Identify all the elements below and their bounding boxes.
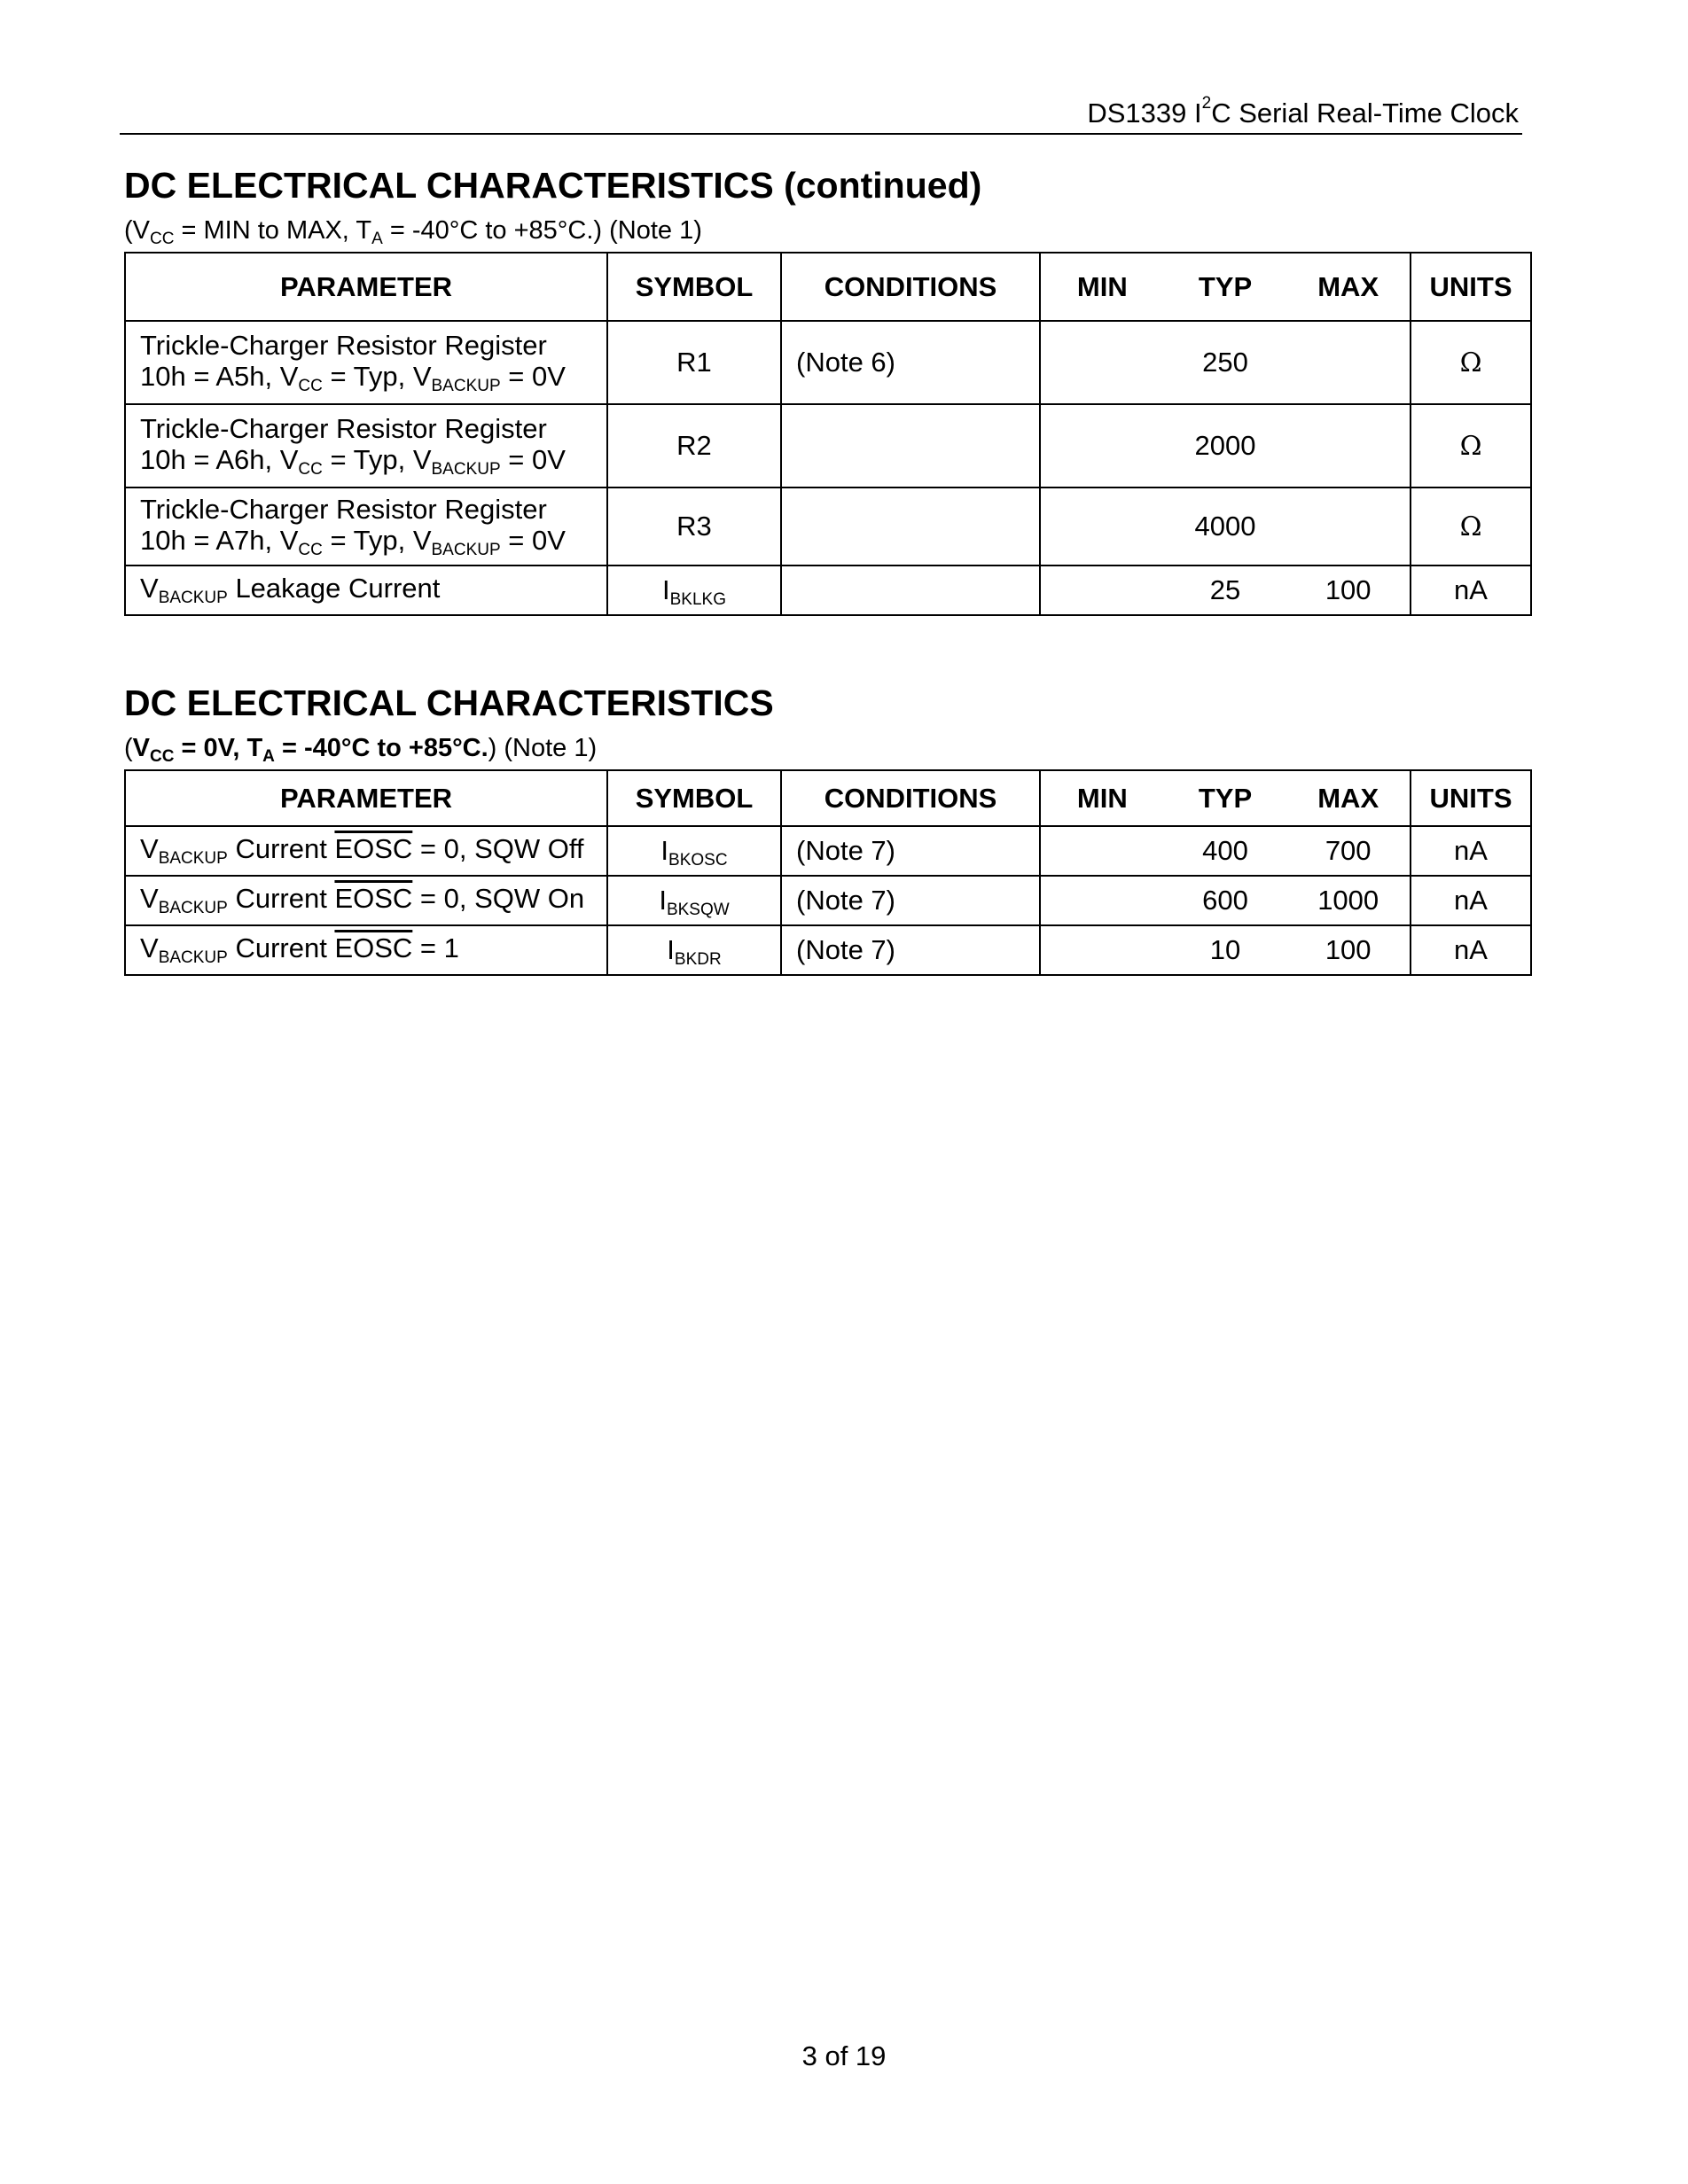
dc-characteristics-table-continued (124, 252, 1532, 616)
param-sub: BACKUP (158, 948, 228, 967)
row-typ: 4000 (1194, 511, 1256, 542)
row-units (1411, 488, 1531, 566)
s2-cond-bold-c: = -40°C to +85°C. (274, 734, 488, 762)
s1-cond-mid: = MIN to MAX, T (174, 216, 372, 245)
col-parameter: PARAMETER (125, 770, 607, 826)
row-typ: 25 (1209, 574, 1241, 605)
row-parameter (125, 321, 607, 404)
row-conditions (781, 488, 1040, 566)
row-min-typ-max (1040, 876, 1411, 925)
param-line2b: = Typ, V (322, 360, 432, 392)
row-symbol: R3 (607, 488, 781, 566)
param-sub1: CC (298, 376, 323, 395)
row-units: nA (1411, 925, 1531, 975)
row-symbol (607, 826, 781, 876)
table-row (125, 566, 1531, 615)
header-title (1087, 94, 1519, 129)
symbol-main: I (660, 835, 669, 866)
row-min-typ-max (1040, 566, 1411, 615)
param-a: V (140, 932, 159, 963)
row-parameter (125, 488, 607, 566)
page-header (120, 96, 1522, 135)
row-units: nA (1411, 876, 1531, 925)
param-overline: EOSC (334, 883, 413, 914)
table-header-row (125, 770, 1531, 826)
row-max (1286, 511, 1410, 542)
table-row (125, 826, 1531, 876)
param-sub2: BACKUP (431, 540, 501, 559)
s2-cond-open: ( (124, 734, 133, 762)
row-min (1041, 934, 1164, 966)
param-line2c: = 0V (500, 443, 566, 475)
param-c: = 1 (412, 932, 459, 963)
row-symbol (607, 566, 781, 615)
ohm-symbol: Ω (1459, 347, 1482, 378)
param-sub1: CC (298, 459, 323, 479)
row-max (1286, 347, 1410, 378)
symbol-sub: BKSQW (666, 901, 730, 919)
col-min: MIN (1076, 782, 1128, 814)
symbol-main: I (667, 934, 675, 965)
param-line1: Trickle-Charger Resistor Register (140, 412, 547, 444)
row-units: nA (1411, 566, 1531, 615)
row-min-typ-max (1040, 321, 1411, 404)
row-symbol (607, 925, 781, 975)
param-line2c: = 0V (500, 524, 566, 556)
section1-title: DC ELECTRICAL CHARACTERISTICS (continued) (124, 165, 982, 206)
table-row (125, 488, 1531, 566)
table-row (125, 876, 1531, 925)
param-a: V (140, 883, 159, 914)
col-min-typ-max (1040, 770, 1411, 826)
row-typ: 10 (1209, 934, 1241, 965)
row-conditions: (Note 7) (781, 876, 1040, 925)
symbol-sub: BKLKG (669, 590, 726, 609)
param-sub2: BACKUP (431, 459, 501, 479)
row-conditions: (Note 6) (781, 321, 1040, 404)
row-parameter (125, 925, 607, 975)
row-max: 1000 (1317, 885, 1379, 916)
row-conditions (781, 404, 1040, 488)
s2-cond-bold-b: = 0V, T (174, 734, 263, 762)
param-overline: EOSC (334, 833, 413, 864)
row-units (1411, 404, 1531, 488)
col-min-typ-max (1040, 253, 1411, 321)
param-b: Leakage Current (227, 573, 441, 604)
param-b: Current (227, 833, 335, 864)
param-sub: BACKUP (158, 899, 228, 917)
row-parameter (125, 826, 607, 876)
param-b: Current (227, 932, 335, 963)
row-parameter (125, 876, 607, 925)
param-a: V (140, 833, 159, 864)
row-conditions: (Note 7) (781, 925, 1040, 975)
table-row (125, 321, 1531, 404)
row-parameter (125, 404, 607, 488)
row-conditions: (Note 7) (781, 826, 1040, 876)
col-symbol: SYMBOL (607, 770, 781, 826)
row-min (1041, 885, 1164, 916)
param-sub2: BACKUP (431, 376, 501, 395)
row-conditions (781, 566, 1040, 615)
s2-cond-tail: ) (Note 1) (488, 734, 598, 762)
col-symbol: SYMBOL (607, 253, 781, 321)
row-typ: 400 (1202, 835, 1248, 866)
symbol-sub: BKDR (674, 950, 722, 969)
row-units: nA (1411, 826, 1531, 876)
header-device: DS1339 I (1087, 98, 1202, 129)
param-line2b: = Typ, V (322, 443, 432, 475)
row-symbol: R2 (607, 404, 781, 488)
ohm-symbol: Ω (1459, 431, 1482, 462)
param-sub1: CC (298, 540, 323, 559)
row-parameter (125, 566, 607, 615)
row-min-typ-max (1040, 925, 1411, 975)
param-a: V (140, 573, 159, 604)
ohm-symbol: Ω (1459, 511, 1482, 542)
row-max: 700 (1325, 835, 1372, 866)
col-conditions: CONDITIONS (781, 253, 1040, 321)
header-rest: C Serial Real-Time Clock (1211, 98, 1519, 129)
s1-cond-suffix: = -40°C to +85°C.) (Note 1) (382, 216, 702, 245)
row-symbol (607, 876, 781, 925)
param-overline: EOSC (334, 932, 413, 963)
param-line2a: 10h = A6h, V (140, 443, 299, 475)
table-row (125, 404, 1531, 488)
row-min (1041, 511, 1164, 542)
col-conditions: CONDITIONS (781, 770, 1040, 826)
table-header-row (125, 253, 1531, 321)
row-max: 100 (1325, 574, 1372, 605)
row-min (1041, 835, 1164, 867)
param-line2a: 10h = A5h, V (140, 360, 299, 392)
col-units: UNITS (1411, 253, 1531, 321)
param-line2b: = Typ, V (322, 524, 432, 556)
col-max: MAX (1317, 782, 1379, 814)
col-parameter: PARAMETER (125, 253, 607, 321)
symbol-main: I (662, 574, 670, 605)
section2-conditions (124, 734, 598, 766)
header-superscript: 2 (1201, 94, 1212, 113)
row-symbol: R1 (607, 321, 781, 404)
row-typ: 2000 (1194, 430, 1256, 461)
section1-conditions (124, 216, 702, 246)
row-max: 100 (1325, 934, 1372, 965)
col-max: MAX (1317, 270, 1379, 302)
row-min (1041, 347, 1164, 378)
symbol-sub: BKOSC (668, 851, 728, 870)
param-sub: BACKUP (158, 589, 228, 607)
param-c: = 0, SQW Off (412, 833, 584, 864)
s2-cond-bold-a: V (132, 734, 151, 762)
col-min: MIN (1076, 270, 1128, 302)
row-typ: 250 (1202, 347, 1248, 378)
row-max (1286, 430, 1410, 462)
param-line1: Trickle-Charger Resistor Register (140, 493, 547, 525)
row-min (1041, 430, 1164, 462)
param-c: = 0, SQW On (412, 883, 585, 914)
row-min-typ-max (1040, 404, 1411, 488)
col-units: UNITS (1411, 770, 1531, 826)
row-min-typ-max (1040, 488, 1411, 566)
s2-cond-bold-sub2: A (262, 747, 275, 766)
param-line2c: = 0V (500, 360, 566, 392)
row-units (1411, 321, 1531, 404)
page-number: 3 of 19 (801, 2040, 887, 2071)
param-b: Current (227, 883, 335, 914)
table-row (125, 925, 1531, 975)
param-line2a: 10h = A7h, V (140, 524, 299, 556)
s1-cond-prefix: (V (124, 216, 150, 245)
dc-characteristics-table (124, 769, 1532, 976)
param-line1: Trickle-Charger Resistor Register (140, 329, 547, 361)
s2-cond-bold-sub1: CC (150, 747, 175, 766)
col-typ: TYP (1198, 270, 1253, 302)
row-min (1041, 574, 1164, 606)
symbol-main: I (659, 885, 667, 916)
row-min-typ-max (1040, 826, 1411, 876)
col-typ: TYP (1198, 782, 1253, 814)
section2-title: DC ELECTRICAL CHARACTERISTICS (124, 682, 774, 723)
param-sub: BACKUP (158, 849, 228, 868)
s1-cond-sub1: CC (150, 230, 175, 248)
s1-cond-sub2: A (371, 230, 383, 248)
s2-cond-bold (132, 734, 488, 766)
row-typ: 600 (1202, 885, 1248, 916)
